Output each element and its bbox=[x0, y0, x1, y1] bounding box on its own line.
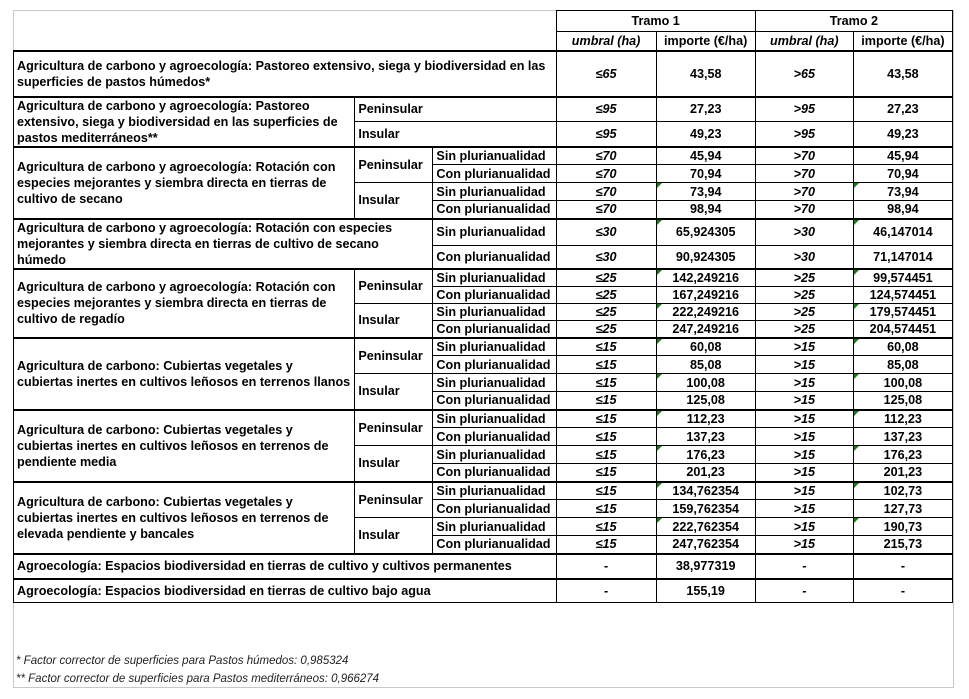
table-row bbox=[14, 147, 953, 165]
umbral-tramo2: >70 bbox=[755, 201, 853, 219]
region-label: Peninsular bbox=[355, 410, 433, 446]
umbral-tramo2: >15 bbox=[755, 518, 853, 536]
importe-tramo1: 247,249216 bbox=[656, 320, 755, 338]
plurianualidad-label: Con plurianualidad bbox=[433, 356, 556, 374]
umbral-tramo1: ≤65 bbox=[556, 51, 656, 97]
importe-header-2: importe (€/ha) bbox=[853, 32, 952, 51]
importe-tramo1: 73,94 bbox=[656, 183, 755, 201]
payment-table bbox=[13, 10, 953, 603]
importe-tramo2: 27,23 bbox=[853, 97, 952, 122]
umbral-tramo1: ≤15 bbox=[556, 410, 656, 428]
umbral-tramo1: - bbox=[556, 579, 656, 603]
table-row bbox=[14, 269, 953, 287]
importe-tramo1: 98,94 bbox=[656, 201, 755, 219]
importe-tramo1: 85,08 bbox=[656, 356, 755, 374]
region-label: Peninsular bbox=[355, 482, 433, 518]
plurianualidad-label: Con plurianualidad bbox=[433, 500, 556, 518]
measure-description: Agricultura de carbono: Cubiertas vegetales y cubiertas inertes en cultivos leñosos en terrenos de elevada pendiente y bancales bbox=[14, 482, 355, 554]
tramo1-header: Tramo 1 bbox=[556, 11, 755, 32]
importe-tramo1: 70,94 bbox=[656, 165, 755, 183]
plurianualidad-label: Sin plurianualidad bbox=[433, 518, 556, 536]
umbral-tramo2: >15 bbox=[755, 464, 853, 482]
umbral-tramo1: ≤15 bbox=[556, 500, 656, 518]
importe-tramo1: 112,23 bbox=[656, 410, 755, 428]
importe-tramo1: 90,924305 bbox=[656, 245, 755, 268]
measure-description: Agricultura de carbono: Cubiertas vegetales y cubiertas inertes en cultivos leñosos en terrenos de pendiente media bbox=[14, 410, 355, 482]
importe-tramo2: 46,147014 bbox=[853, 219, 952, 246]
umbral-tramo2: - bbox=[755, 554, 853, 579]
umbral-tramo1: ≤25 bbox=[556, 286, 656, 303]
umbral-tramo1: ≤15 bbox=[556, 428, 656, 446]
table-row bbox=[14, 579, 953, 603]
region-label: Insular bbox=[355, 518, 433, 554]
umbral-tramo2: >15 bbox=[755, 536, 853, 554]
importe-tramo1: 43,58 bbox=[656, 51, 755, 97]
header-blank bbox=[14, 11, 557, 51]
importe-tramo1: 155,19 bbox=[656, 579, 755, 603]
importe-tramo2: 179,574451 bbox=[853, 303, 952, 320]
region-label: Insular bbox=[355, 374, 433, 410]
importe-tramo1: 167,249216 bbox=[656, 286, 755, 303]
importe-tramo2: 125,08 bbox=[853, 392, 952, 410]
importe-tramo2: 215,73 bbox=[853, 536, 952, 554]
importe-tramo2: 100,08 bbox=[853, 374, 952, 392]
importe-tramo1: 65,924305 bbox=[656, 219, 755, 246]
table-row bbox=[14, 219, 953, 246]
importe-tramo2: 49,23 bbox=[853, 122, 952, 147]
plurianualidad-label: Con plurianualidad bbox=[433, 320, 556, 338]
umbral-tramo2: >15 bbox=[755, 446, 853, 464]
umbral-tramo1: ≤70 bbox=[556, 165, 656, 183]
umbral-tramo1: ≤15 bbox=[556, 464, 656, 482]
plurianualidad-label: Sin plurianualidad bbox=[433, 374, 556, 392]
importe-tramo2: 60,08 bbox=[853, 338, 952, 356]
umbral-tramo1: ≤15 bbox=[556, 338, 656, 356]
importe-tramo2: 190,73 bbox=[853, 518, 952, 536]
umbral-tramo2: >15 bbox=[755, 482, 853, 500]
umbral-tramo1: ≤95 bbox=[556, 122, 656, 147]
umbral-tramo1: ≤70 bbox=[556, 183, 656, 201]
plurianualidad-label: Con plurianualidad bbox=[433, 536, 556, 554]
importe-tramo2: 201,23 bbox=[853, 464, 952, 482]
umbral-tramo2: >15 bbox=[755, 374, 853, 392]
umbral-tramo1: - bbox=[556, 554, 656, 579]
measure-description: Agricultura de carbono y agroecología: Pastoreo extensivo, siega y biodiversidad en las superficies de pastos húmedos* bbox=[14, 51, 557, 97]
region-label: Peninsular bbox=[355, 269, 433, 304]
umbral-tramo2: >70 bbox=[755, 183, 853, 201]
umbral-tramo2: >15 bbox=[755, 356, 853, 374]
measure-description: Agroecología: Espacios biodiversidad en tierras de cultivo y cultivos permanentes bbox=[14, 554, 557, 579]
importe-tramo1: 38,977319 bbox=[656, 554, 755, 579]
umbral-tramo2: >15 bbox=[755, 428, 853, 446]
umbral-tramo1: ≤15 bbox=[556, 356, 656, 374]
footnotes bbox=[16, 652, 379, 688]
umbral-tramo1: ≤25 bbox=[556, 269, 656, 287]
importe-tramo1: 137,23 bbox=[656, 428, 755, 446]
umbral-tramo2: >15 bbox=[755, 500, 853, 518]
region-label: Insular bbox=[355, 183, 433, 219]
umbral-tramo2: >25 bbox=[755, 286, 853, 303]
region-label: Peninsular bbox=[355, 338, 433, 374]
umbral-tramo2: >30 bbox=[755, 219, 853, 246]
table-row bbox=[14, 410, 953, 428]
plurianualidad-label: Con plurianualidad bbox=[433, 165, 556, 183]
importe-tramo1: 134,762354 bbox=[656, 482, 755, 500]
importe-tramo2: - bbox=[853, 554, 952, 579]
measure-description: Agroecología: Espacios biodiversidad en tierras de cultivo bajo agua bbox=[14, 579, 557, 603]
region-label: Insular bbox=[355, 446, 433, 482]
table-row bbox=[14, 338, 953, 356]
umbral-tramo2: >15 bbox=[755, 338, 853, 356]
importe-tramo1: 159,762354 bbox=[656, 500, 755, 518]
importe-tramo2: 176,23 bbox=[853, 446, 952, 464]
umbral-tramo1: ≤15 bbox=[556, 536, 656, 554]
table-row bbox=[14, 482, 953, 500]
importe-tramo1: 49,23 bbox=[656, 122, 755, 147]
umbral-tramo2: >15 bbox=[755, 410, 853, 428]
importe-tramo1: 45,94 bbox=[656, 147, 755, 165]
umbral-tramo1: ≤25 bbox=[556, 303, 656, 320]
table-row bbox=[14, 51, 953, 97]
importe-tramo1: 201,23 bbox=[656, 464, 755, 482]
umbral-tramo1: ≤95 bbox=[556, 97, 656, 122]
plurianualidad-label: Con plurianualidad bbox=[433, 464, 556, 482]
umbral-tramo1: ≤70 bbox=[556, 201, 656, 219]
umbral-tramo1: ≤15 bbox=[556, 392, 656, 410]
importe-tramo2: 43,58 bbox=[853, 51, 952, 97]
importe-tramo2: 85,08 bbox=[853, 356, 952, 374]
importe-tramo1: 176,23 bbox=[656, 446, 755, 464]
region-label: Peninsular bbox=[355, 147, 433, 183]
umbral-tramo1: ≤70 bbox=[556, 147, 656, 165]
measure-description: Agricultura de carbono: Cubiertas vegetales y cubiertas inertes en cultivos leñosos en terrenos llanos bbox=[14, 338, 355, 410]
importe-tramo1: 27,23 bbox=[656, 97, 755, 122]
importe-tramo2: 71,147014 bbox=[853, 245, 952, 268]
footnote-2: ** Factor corrector de superficies para Pastos mediterráneos: 0,966274 bbox=[16, 673, 380, 685]
importe-tramo2: 70,94 bbox=[853, 165, 952, 183]
plurianualidad-label: Con plurianualidad bbox=[433, 286, 556, 303]
plurianualidad-label: Sin plurianualidad bbox=[433, 183, 556, 201]
umbral-tramo2: >30 bbox=[755, 245, 853, 268]
umbral-tramo1: ≤30 bbox=[556, 245, 656, 268]
importe-tramo1: 222,762354 bbox=[656, 518, 755, 536]
umbral-tramo2: >25 bbox=[755, 269, 853, 287]
plurianualidad-label: Sin plurianualidad bbox=[433, 303, 556, 320]
measure-description: Agricultura de carbono y agroecología: Rotación con especies mejorantes y siembra directa en tierras de cultivo de secano húmedo bbox=[14, 219, 433, 269]
umbral-tramo2: - bbox=[755, 579, 853, 603]
umbral-tramo2: >25 bbox=[755, 303, 853, 320]
plurianualidad-label: Sin plurianualidad bbox=[433, 147, 556, 165]
plurianualidad-label: Con plurianualidad bbox=[433, 392, 556, 410]
plurianualidad-label: Sin plurianualidad bbox=[433, 269, 556, 287]
umbral-tramo2: >15 bbox=[755, 392, 853, 410]
table-row bbox=[14, 97, 953, 122]
importe-tramo2: 112,23 bbox=[853, 410, 952, 428]
importe-tramo1: 247,762354 bbox=[656, 536, 755, 554]
umbral-tramo2: >70 bbox=[755, 147, 853, 165]
umbral-tramo1: ≤15 bbox=[556, 482, 656, 500]
umbral-tramo2: >70 bbox=[755, 165, 853, 183]
plurianualidad-label: Sin plurianualidad bbox=[433, 446, 556, 464]
importe-tramo1: 60,08 bbox=[656, 338, 755, 356]
tramo2-header: Tramo 2 bbox=[755, 11, 952, 32]
umbral-header-1: umbral (ha) bbox=[556, 32, 656, 51]
umbral-tramo1: ≤25 bbox=[556, 320, 656, 338]
importe-tramo1: 100,08 bbox=[656, 374, 755, 392]
umbral-tramo2: >25 bbox=[755, 320, 853, 338]
importe-tramo2: 45,94 bbox=[853, 147, 952, 165]
footnote-1: * Factor corrector de superficies para Pastos húmedos: 0,985324 bbox=[16, 655, 349, 667]
plurianualidad-label: Sin plurianualidad bbox=[433, 338, 556, 356]
umbral-header-2: umbral (ha) bbox=[755, 32, 853, 51]
region-label: Insular bbox=[355, 122, 556, 147]
importe-tramo1: 142,249216 bbox=[656, 269, 755, 287]
measure-description: Agricultura de carbono y agroecología: Pastoreo extensivo, siega y biodiversidad en las superficies de pastos mediterráneos** bbox=[14, 97, 355, 147]
plurianualidad-label: Con plurianualidad bbox=[433, 245, 556, 268]
umbral-tramo1: ≤15 bbox=[556, 374, 656, 392]
region-label: Insular bbox=[355, 303, 433, 338]
importe-header-1: importe (€/ha) bbox=[656, 32, 755, 51]
importe-tramo2: 127,73 bbox=[853, 500, 952, 518]
importe-tramo2: 98,94 bbox=[853, 201, 952, 219]
umbral-tramo1: ≤30 bbox=[556, 219, 656, 246]
plurianualidad-label: Con plurianualidad bbox=[433, 201, 556, 219]
importe-tramo2: 124,574451 bbox=[853, 286, 952, 303]
importe-tramo1: 125,08 bbox=[656, 392, 755, 410]
umbral-tramo2: >95 bbox=[755, 97, 853, 122]
importe-tramo1: 222,249216 bbox=[656, 303, 755, 320]
plurianualidad-label: Con plurianualidad bbox=[433, 428, 556, 446]
umbral-tramo1: ≤15 bbox=[556, 446, 656, 464]
importe-tramo2: 204,574451 bbox=[853, 320, 952, 338]
importe-tramo2: 102,73 bbox=[853, 482, 952, 500]
umbral-tramo2: >65 bbox=[755, 51, 853, 97]
umbral-tramo2: >95 bbox=[755, 122, 853, 147]
plurianualidad-label: Sin plurianualidad bbox=[433, 410, 556, 428]
region-label: Peninsular bbox=[355, 97, 556, 122]
plurianualidad-label: Sin plurianualidad bbox=[433, 482, 556, 500]
table-row bbox=[14, 554, 953, 579]
importe-tramo2: 99,574451 bbox=[853, 269, 952, 287]
importe-tramo2: 137,23 bbox=[853, 428, 952, 446]
importe-tramo2: - bbox=[853, 579, 952, 603]
plurianualidad-label: Sin plurianualidad bbox=[433, 219, 556, 246]
importe-tramo2: 73,94 bbox=[853, 183, 952, 201]
umbral-tramo1: ≤15 bbox=[556, 518, 656, 536]
measure-description: Agricultura de carbono y agroecología: Rotación con especies mejorantes y siembra directa en tierras de cultivo de regadío bbox=[14, 269, 355, 338]
measure-description: Agricultura de carbono y agroecología: Rotación con especies mejorantes y siembra directa en tierras de cultivo de secano bbox=[14, 147, 355, 219]
